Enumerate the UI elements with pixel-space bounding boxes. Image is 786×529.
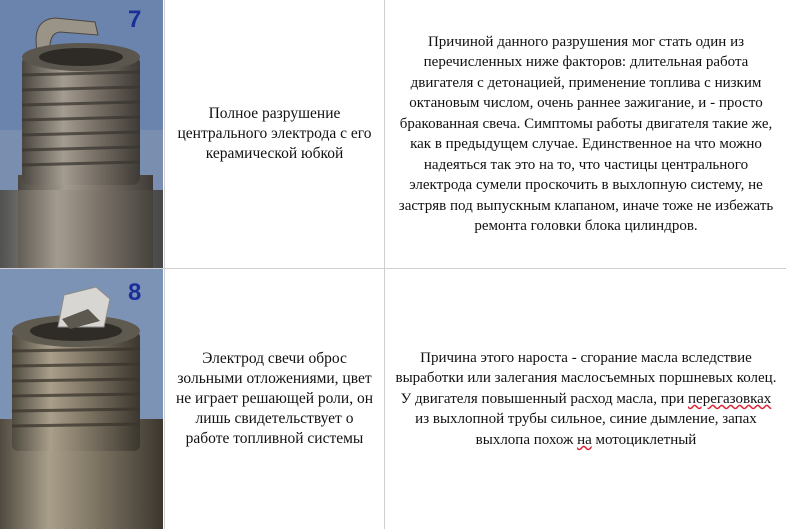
cause-text-part: мотоциклетный xyxy=(591,431,697,448)
description-text: Полное разрушение центрального электрода с его керамической юбкой xyxy=(177,105,372,162)
cause-cell xyxy=(386,269,786,529)
spellcheck-word: на xyxy=(577,431,592,448)
description-cell xyxy=(164,0,385,268)
cause-text: Причиной данного разрушения мог стать один из перечисленных ниже факторов: длительная работа двигателя с детонацией, применение топлива с низким октановым числом, очень раннее зажигание, и - просто бракованная свеча. Симптомы работы двигателя такие же, как в предыдущем случае. Единственное на что можно надеяться так это на то, что частицы центрального электрода сумели проскочить в выхлопную систему, не застряв под выпускным клапаном, иначе тоже не избежать ремонта головки блока цилиндров. xyxy=(398,33,774,234)
item-number: 7 xyxy=(128,6,142,33)
spark-plug-destroyed-icon xyxy=(0,0,163,268)
spellcheck-word: перегазовках xyxy=(688,390,772,407)
description-text: Электрод свечи оброс зольными отложениями, цвет не играет решающей роли, он лишь свидетельствует о работе топливной системы xyxy=(176,350,373,447)
description-cell xyxy=(164,269,385,529)
cause-text-part: Причина этого нароста - сгорание масла вследствие выработки или залегания маслосъемных поршневых колец. У двигателя повышенный расход масла, при xyxy=(395,349,777,407)
cause-text-part: из выхлопной трубы сильное, синие дымление, запах выхлопа похож xyxy=(415,411,757,448)
spark-plug-photo xyxy=(0,269,163,529)
spark-plug-ash-deposits-icon xyxy=(0,269,163,529)
table-row xyxy=(0,269,786,529)
spark-plug-photo xyxy=(0,0,163,268)
item-number: 8 xyxy=(128,279,142,306)
cause-text xyxy=(392,348,780,451)
cause-cell xyxy=(386,0,786,268)
